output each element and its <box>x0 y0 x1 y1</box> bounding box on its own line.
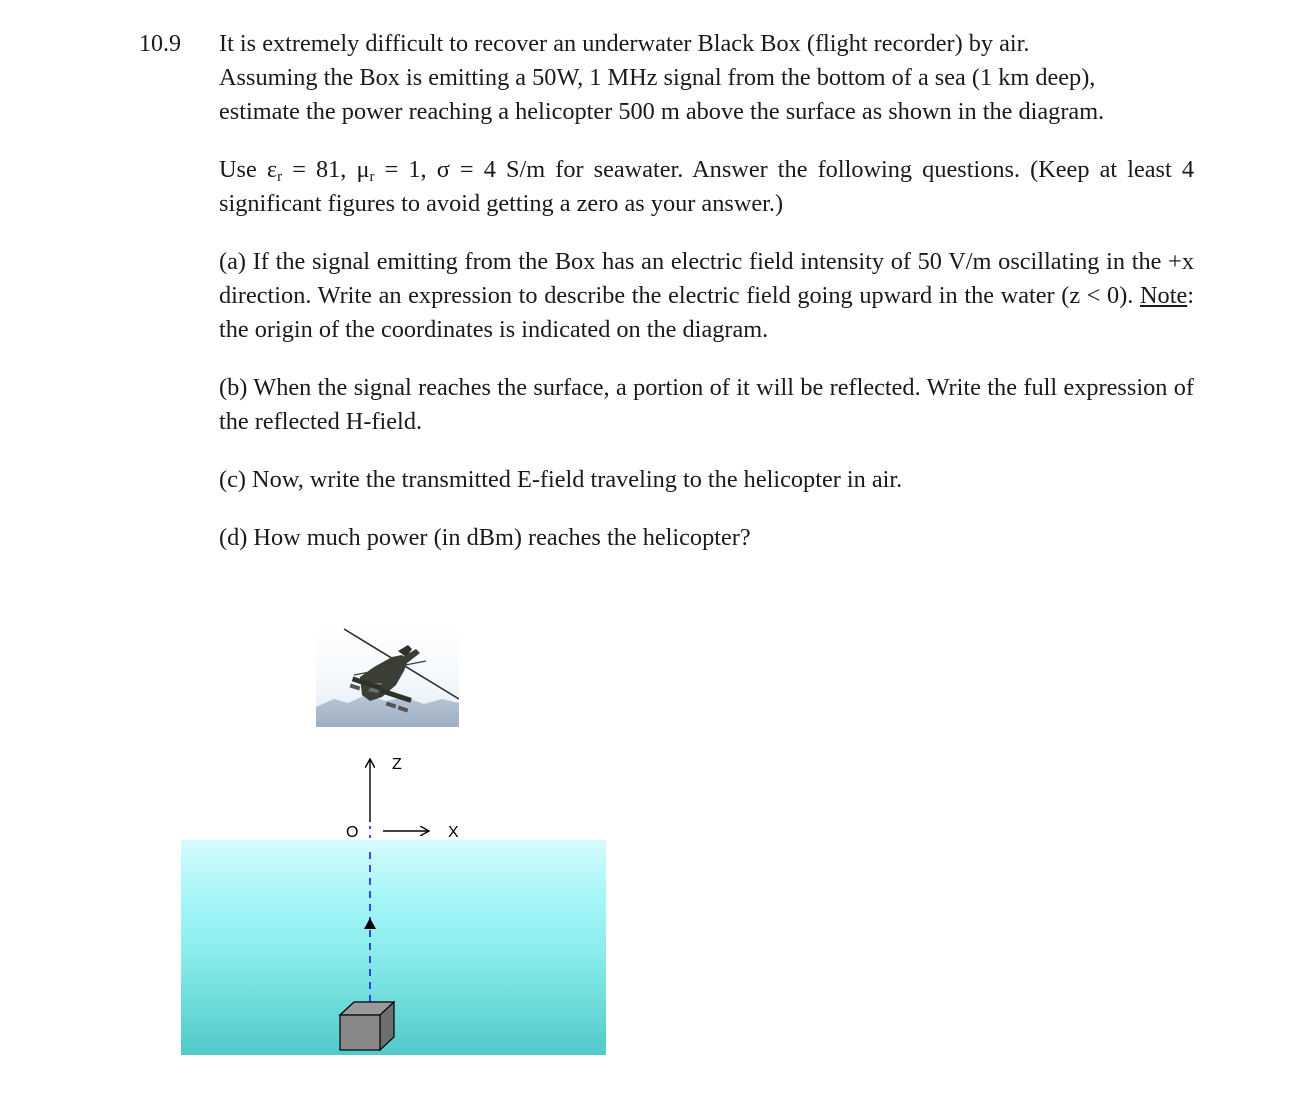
helicopter-image <box>316 627 459 727</box>
intro-line-1: It is extremely difficult to recover an underwater Black Box (flight recorder) by air. <box>219 30 1030 57</box>
x-axis-label: X <box>448 824 459 841</box>
part-a-text-2: : the origin of the coordinates is indicated on the diagram. <box>219 282 1194 343</box>
problem-number: 10.9 <box>139 31 181 57</box>
origin-label: O <box>346 824 359 841</box>
intro-line-2: Assuming the Box is emitting a 50W, 1 MHz signal from the bottom of a sea (1 km deep), <box>219 64 1096 91</box>
given-rest: = 1, σ = 4 S/m for seawater. Answer the following questions. (Keep at least 4 significant figures to avoid getting a zero as your answer.) <box>219 156 1194 217</box>
part-d: (d) How much power (in dBm) reaches the helicopter? <box>219 524 751 551</box>
part-a <box>219 245 1194 347</box>
given-eps-value: = 81, μ <box>282 156 370 183</box>
z-axis-label: Z <box>392 756 402 773</box>
problem-text <box>219 27 1194 555</box>
mu-subscript: r <box>369 169 375 185</box>
intro-line-3: estimate the power reaching a helicopter 500 m above the surface as shown in the diagram. <box>219 98 1105 125</box>
intro-paragraph <box>219 27 1194 129</box>
part-a-text-1: (a) If the signal emitting from the Box has an electric field intensity of 50 V/m oscillating in the +x direction. Write an expression to describe the electric field going upward in the water (z < 0). <box>219 248 1194 309</box>
seawater-region <box>181 840 606 1055</box>
eps-subscript: r <box>277 169 283 185</box>
given-paragraph <box>219 153 1194 221</box>
given-use: Use ε <box>219 156 278 183</box>
part-b: (b) When the signal reaches the surface, a portion of it will be reflected. Write the full expression of the reflected H-field. <box>219 374 1194 435</box>
note-label: Note <box>1140 282 1188 309</box>
part-c: (c) Now, write the transmitted E-field traveling to the helicopter in air. <box>219 466 903 493</box>
